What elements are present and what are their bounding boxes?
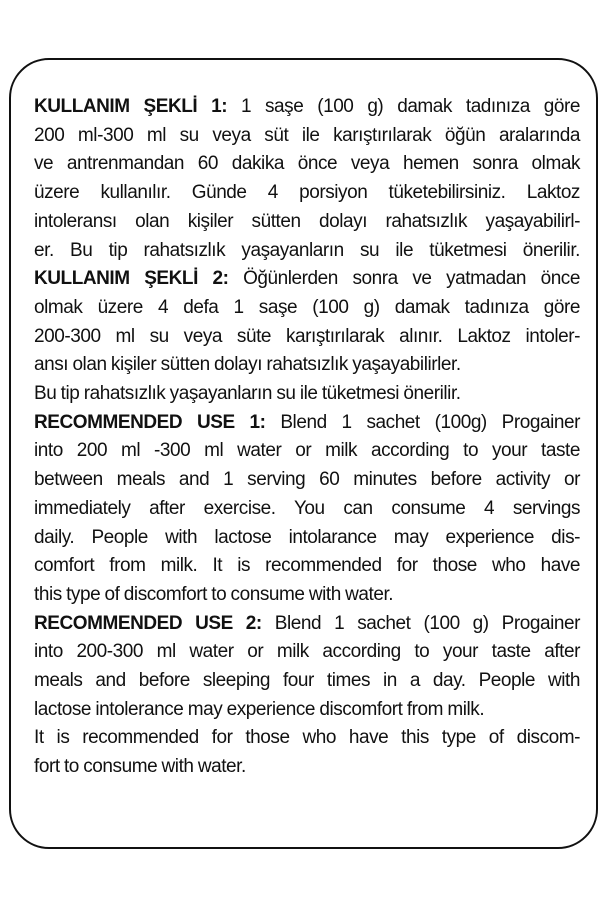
section-1-line-3: üzere kullanılır. Günde 4 porsiyon tüketebilirsiniz. Laktoz [34,182,580,204]
section-3-line-2: between meals and 1 serving 60 minutes before activity or [34,469,580,491]
section-2-line-4: Bu tip rahatsızlık yaşayanların su ile tüketmesi önerilir. [34,383,461,405]
section-2-heading: KULLANIM ŞEKLİ 2: [34,268,229,290]
section-3-line-4: daily. People with lactose intolarance may experience dis- [34,526,580,548]
section-3-line-3: immediately after exercise. You can consume 4 servings [34,497,580,519]
section-1-line-1: 200 ml-300 ml su veya süt ile karıştırılarak öğün aralarında [34,124,580,146]
section-4-heading: RECOMMENDED USE 2: [34,612,262,634]
section-4-line-3: lactose intolerance may experience discomfort from milk. [34,698,485,720]
section-2-line-1: olmak üzere 4 defa 1 saşe (100 g) damak tadınıza göre [34,296,580,318]
section-3-heading: RECOMMENDED USE 1: [34,411,266,433]
section-1-line-0: KULLANIM ŞEKLİ 1: 1 saşe (100 g) damak tadınıza göre [34,96,580,117]
section-1-line-5: er. Bu tip rahatsızlık yaşayanların su ile tüketmesi önerilir. [34,239,580,261]
section-4-line-2: meals and before sleeping four times in a day. People with [34,670,580,692]
section-4-line-0: RECOMMENDED USE 2: Blend 1 sachet (100 g) Progainer [34,612,580,634]
section-4-line-5: fort to consume with water. [34,756,246,778]
section-4-line-1: into 200-300 ml water or milk according to your taste after [34,641,580,663]
section-2-line-3: ansı olan kişiler sütten dolayı rahatsızlık yaşayabilirler. [34,354,461,376]
section-4-line-4: It is recommended for those who have this type of discom- [34,727,580,749]
section-1-line-4: intoleransı olan kişiler sütten dolayı rahatsızlık yaşayabilirl- [34,210,580,232]
section-2-line-2: 200-300 ml su veya süte karıştırılarak alınır. Laktoz intoler- [34,325,580,347]
section-1-heading: KULLANIM ŞEKLİ 1: [34,96,228,117]
section-3-line-0: RECOMMENDED USE 1: Blend 1 sachet (100g) Progainer [34,411,580,433]
usage-instructions-text [34,93,580,782]
section-3-line-5: comfort from milk. It is recommended for those who have [34,555,580,577]
section-3-line-6: this type of discomfort to consume with water. [34,583,394,605]
section-1-line-2: ve antrenmandan 60 dakika önce veya hemen sonra olmak [34,153,580,175]
section-3-line-1: into 200 ml -300 ml water or milk according to your taste [34,440,580,462]
section-2-line-0: KULLANIM ŞEKLİ 2: Öğünlerden sonra ve yatmadan önce [34,268,580,290]
